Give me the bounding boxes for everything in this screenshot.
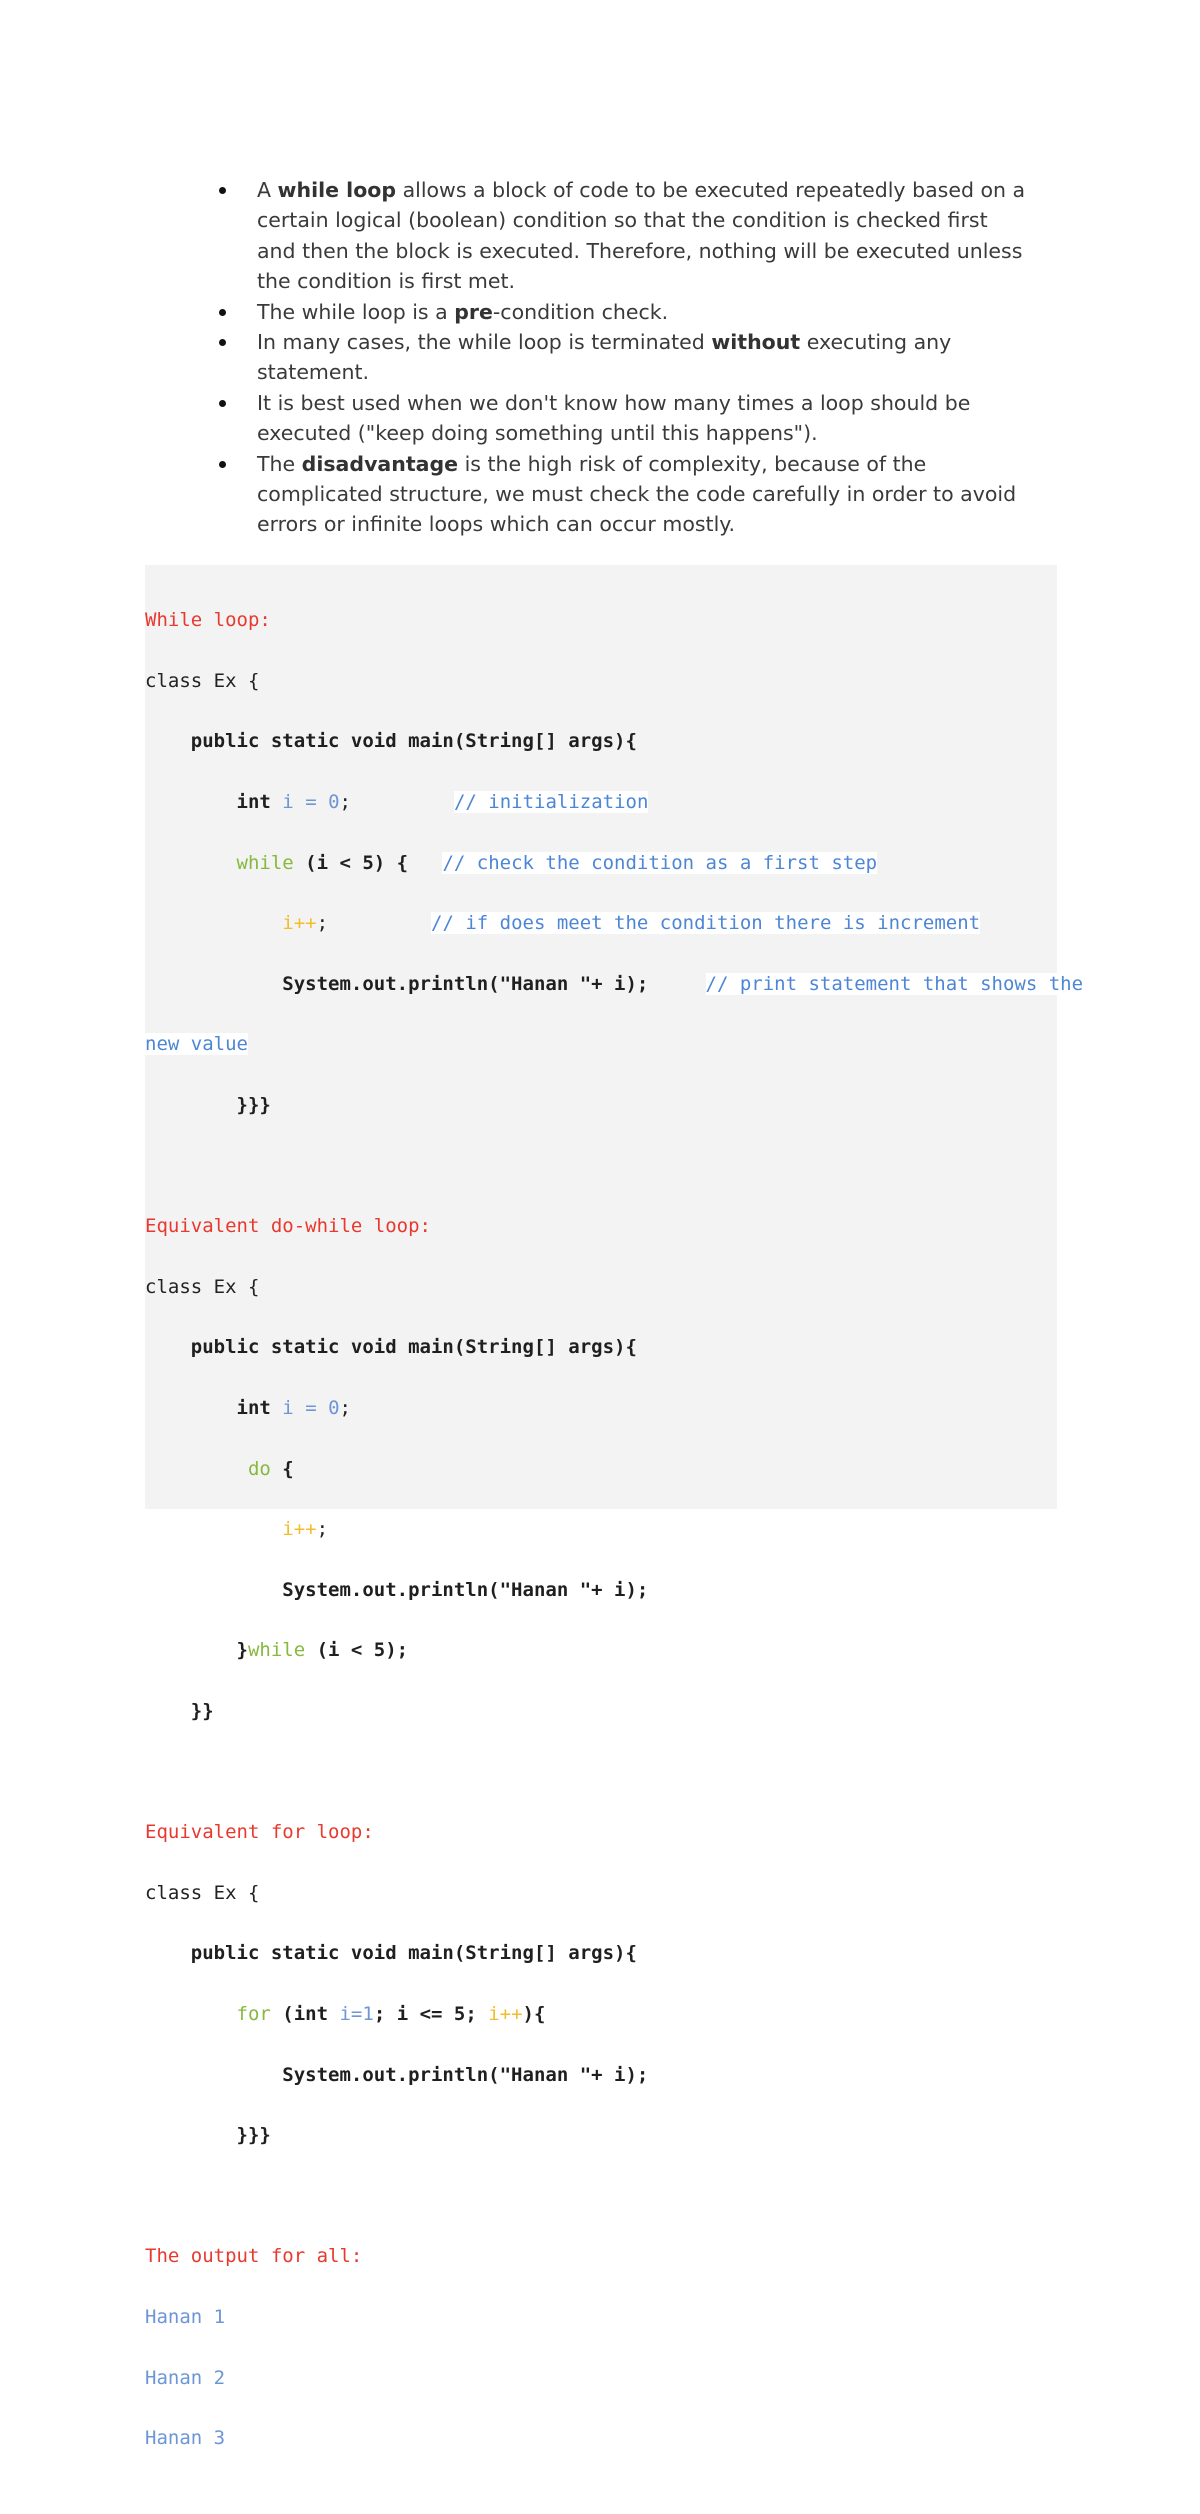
code-keyword: public static void [190, 1942, 397, 1965]
bullet-dot-icon [219, 339, 226, 346]
code-text: ; i <= 5; [373, 2002, 489, 2025]
bold-text: pre [454, 299, 493, 324]
code-blank-line [145, 1757, 1083, 1787]
code-header-output [145, 2241, 1083, 2271]
code-line [145, 908, 1083, 938]
code-line [145, 1878, 1083, 1908]
code-text: System.out.println("Hanan "+ i); [282, 972, 649, 995]
code-line [145, 1090, 1083, 1120]
text: It is best used when we don't know how many times a loop should be [257, 390, 971, 415]
code-text: main(String[] args){ [396, 730, 637, 753]
bullet-dot-icon [219, 187, 226, 194]
code-comment: // initialization [453, 791, 649, 814]
text: complicated structure, we must check the code carefully in order to avoid [257, 482, 1017, 507]
bold-text: without [711, 330, 801, 355]
code-line [145, 787, 1083, 817]
output-line [145, 2363, 1083, 2393]
code-text: } [236, 1639, 248, 1662]
bold-text: disadvantage [301, 451, 459, 476]
code-line [145, 2060, 1083, 2090]
code-block [145, 565, 1084, 2450]
code-text: main(String[] args){ [396, 1336, 637, 1359]
code-keyword: for [236, 2002, 271, 2025]
code-number: 0 [328, 1397, 340, 1420]
code-line [145, 726, 1083, 756]
code-line [145, 1999, 1083, 2029]
code-line [145, 1635, 1083, 1665]
code-text: ){ [522, 2002, 546, 2025]
bullet-item-disadvantage [219, 449, 1059, 540]
output-line [145, 2423, 1083, 2453]
code-increment: i++ [488, 2002, 523, 2025]
bullet-dot-icon [219, 400, 226, 407]
code-header-while [145, 605, 1083, 635]
code-text: }}} [236, 2124, 271, 2147]
code-text: (i < 5) { [293, 851, 409, 874]
code-text: (int [270, 2002, 340, 2025]
code-operator: = [293, 1397, 329, 1420]
bullet-item-pre-condition [219, 297, 1059, 327]
code-line [145, 1454, 1083, 1484]
code-line [145, 1272, 1083, 1302]
code-text: class Ex { [145, 1275, 260, 1298]
text: certain logical (boolean) condition so that the condition is checked first [257, 208, 988, 233]
bullet-dot-icon [219, 309, 226, 316]
code-line [145, 1575, 1083, 1605]
code-line [145, 848, 1083, 878]
code-text: main(String[] args){ [396, 1942, 637, 1965]
code-keyword: int [236, 791, 271, 814]
code-text: System.out.println("Hanan "+ i); [282, 1578, 649, 1601]
code-text: class Ex { [145, 1881, 260, 1904]
bold-text: while loop [277, 178, 397, 202]
bullet-item-terminated [219, 327, 1059, 388]
text: the condition is first met. [257, 269, 516, 294]
code-text: ; [339, 791, 351, 814]
code-number: 0 [328, 791, 340, 814]
code-line [145, 666, 1083, 696]
code-line [145, 969, 1083, 999]
code-text: (i < 5); [305, 1639, 409, 1662]
code-keyword: public static void [190, 730, 397, 753]
section-header: Equivalent for loop: [145, 1821, 374, 1844]
code-text: ; [316, 1518, 329, 1541]
text: executed ("keep doing something until this happens"). [257, 421, 818, 446]
output-line [145, 2302, 1083, 2332]
code-blank-line [145, 1151, 1083, 1181]
code-variable: i [282, 791, 294, 814]
code-header-do-while [145, 1211, 1083, 1241]
code-variable: i [282, 1397, 294, 1420]
text: allows a block of code to be executed repeatedly based on a [396, 178, 1026, 202]
text: statement. [257, 360, 370, 385]
code-line [145, 1029, 1083, 1059]
code-line [145, 2120, 1083, 2150]
code-keyword: while [236, 851, 294, 874]
bullet-item-while-loop [219, 175, 1059, 297]
code-variable: i=1 [339, 2002, 374, 2025]
text: is the high risk of complexity, because of the [458, 451, 927, 476]
code-line [145, 1393, 1083, 1423]
code-comment: new value [145, 1033, 248, 1056]
text: executing any [800, 330, 952, 355]
code-line [145, 1938, 1083, 1968]
text: The [257, 451, 302, 476]
code-comment: // print statement that shows the [705, 972, 1084, 995]
code-listing [145, 575, 1083, 2514]
code-text: ; [339, 1397, 351, 1420]
code-blank-line [145, 2181, 1083, 2211]
text: -condition check. [492, 299, 669, 324]
section-header: The output for all: [145, 2245, 363, 2268]
code-text: { [270, 1457, 294, 1480]
code-increment: i++ [282, 912, 317, 935]
text: The while loop is a [257, 299, 455, 324]
code-line [145, 1514, 1083, 1544]
code-text: }} [190, 1699, 214, 1722]
text: In many cases, the while loop is terminated [257, 330, 712, 355]
text: A [257, 178, 278, 202]
code-keyword: do [247, 1457, 271, 1480]
code-comment: // if does meet the condition there is increment [431, 912, 981, 935]
code-keyword: while [247, 1639, 306, 1662]
code-text: System.out.println("Hanan "+ i); [282, 2063, 649, 2086]
code-text: ; [316, 912, 329, 935]
bullet-item-best-used [219, 388, 1059, 449]
code-line [145, 1332, 1083, 1362]
text: and then the block is executed. Therefore, nothing will be executed unless [257, 238, 1023, 263]
section-header: While loop: [145, 609, 271, 632]
code-line [145, 1696, 1083, 1726]
code-operator: = [293, 791, 329, 814]
text: errors or infinite loops which can occur mostly. [257, 512, 736, 537]
code-text: class Ex { [145, 669, 260, 692]
code-keyword: int [236, 1397, 271, 1420]
code-text: }}} [236, 1094, 271, 1117]
code-increment: i++ [282, 1518, 317, 1541]
code-comment: // check the condition as a first step [442, 851, 878, 874]
code-header-for [145, 1817, 1083, 1847]
section-header: Equivalent do-while loop: [145, 1215, 431, 1238]
bullet-list [219, 175, 1059, 540]
code-keyword: public static void [190, 1336, 397, 1359]
output-text: Hanan 3 [145, 2427, 226, 2450]
output-text: Hanan 1 [145, 2305, 226, 2328]
bullet-dot-icon [219, 461, 226, 468]
output-text: Hanan 2 [145, 2366, 226, 2389]
